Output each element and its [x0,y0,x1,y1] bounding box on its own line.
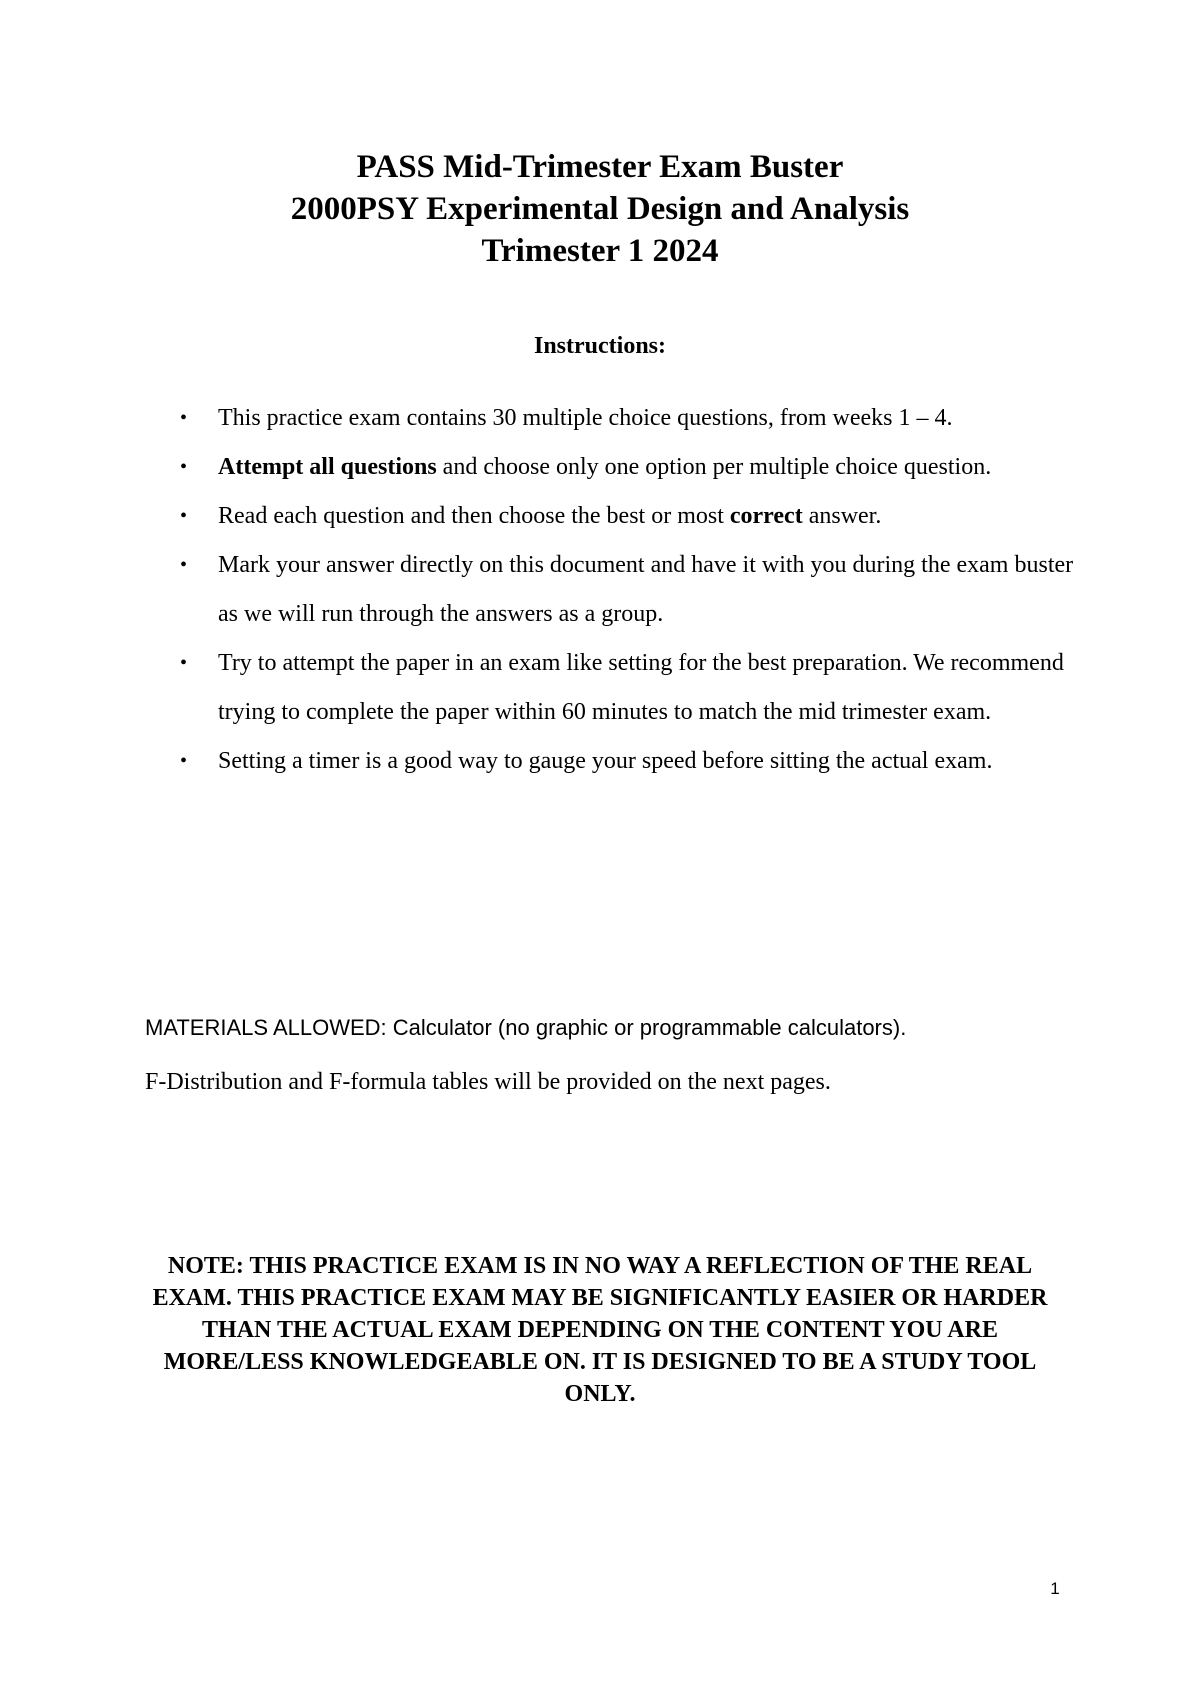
bullet-icon: • [180,505,188,527]
instruction-emphasis: correct [729,503,803,529]
title-line-1: PASS Mid-Trimester Exam Buster [356,149,844,185]
instruction-emphasis: Attempt all questions [218,454,437,480]
instruction-item [176,541,1076,639]
instruction-text: Read each question and then choose the best or most [218,503,730,529]
instruction-text: Try to attempt the paper in an exam like setting for the best preparation. We recommend trying to complete the paper within 60 minutes to match the mid trimester exam. [218,650,1064,725]
instruction-text: Setting a timer is a good way to gauge your speed before sitting the actual exam. [218,748,993,774]
bullet-icon: • [180,652,188,674]
bullet-icon: • [180,750,188,772]
bullet-icon: • [180,554,188,576]
instruction-item [176,639,1076,737]
document-title [0,146,1200,272]
materials-allowed: MATERIALS ALLOWED: Calculator (no graphic or programmable calculators). [145,1015,907,1040]
instructions-list [176,394,1076,786]
title-line-2: 2000PSY Experimental Design and Analysis [290,191,910,227]
bullet-icon: • [180,456,188,478]
instruction-text: Mark your answer directly on this document and have it with you during the exam buster as we will run through the answers as a group. [218,552,1074,627]
tables-note: F-Distribution and F-formula tables will be provided on the next pages. [145,1069,831,1095]
bullet-icon: • [180,407,188,429]
instruction-text-end: and choose only one option per multiple choice question. [436,454,992,480]
instruction-item [176,394,1076,443]
instruction-item [176,492,1076,541]
instruction-item [176,737,1076,786]
instructions-heading: Instructions: [533,333,666,359]
instruction-text: This practice exam contains 30 multiple choice questions, from weeks 1 – 4. [218,405,953,431]
page-number: 1 [1050,1579,1060,1598]
instruction-text-end: answer. [802,503,882,529]
instruction-item [176,443,1076,492]
disclaimer-note: NOTE: THIS PRACTICE EXAM IS IN NO WAY A REFLECTION OF THE REAL EXAM. THIS PRACTICE EXAM MAY BE SIGNIFICANTLY EASIER OR HARDER THAN THE ACTUAL EXAM DEPENDING ON THE CONTENT YOU ARE MORE/LESS KNOWLEDGEABLE ON. IT IS DESIGNED TO BE A STUDY TOOL ONLY. [152,1253,1048,1407]
title-line-3: Trimester 1 2024 [481,233,719,269]
